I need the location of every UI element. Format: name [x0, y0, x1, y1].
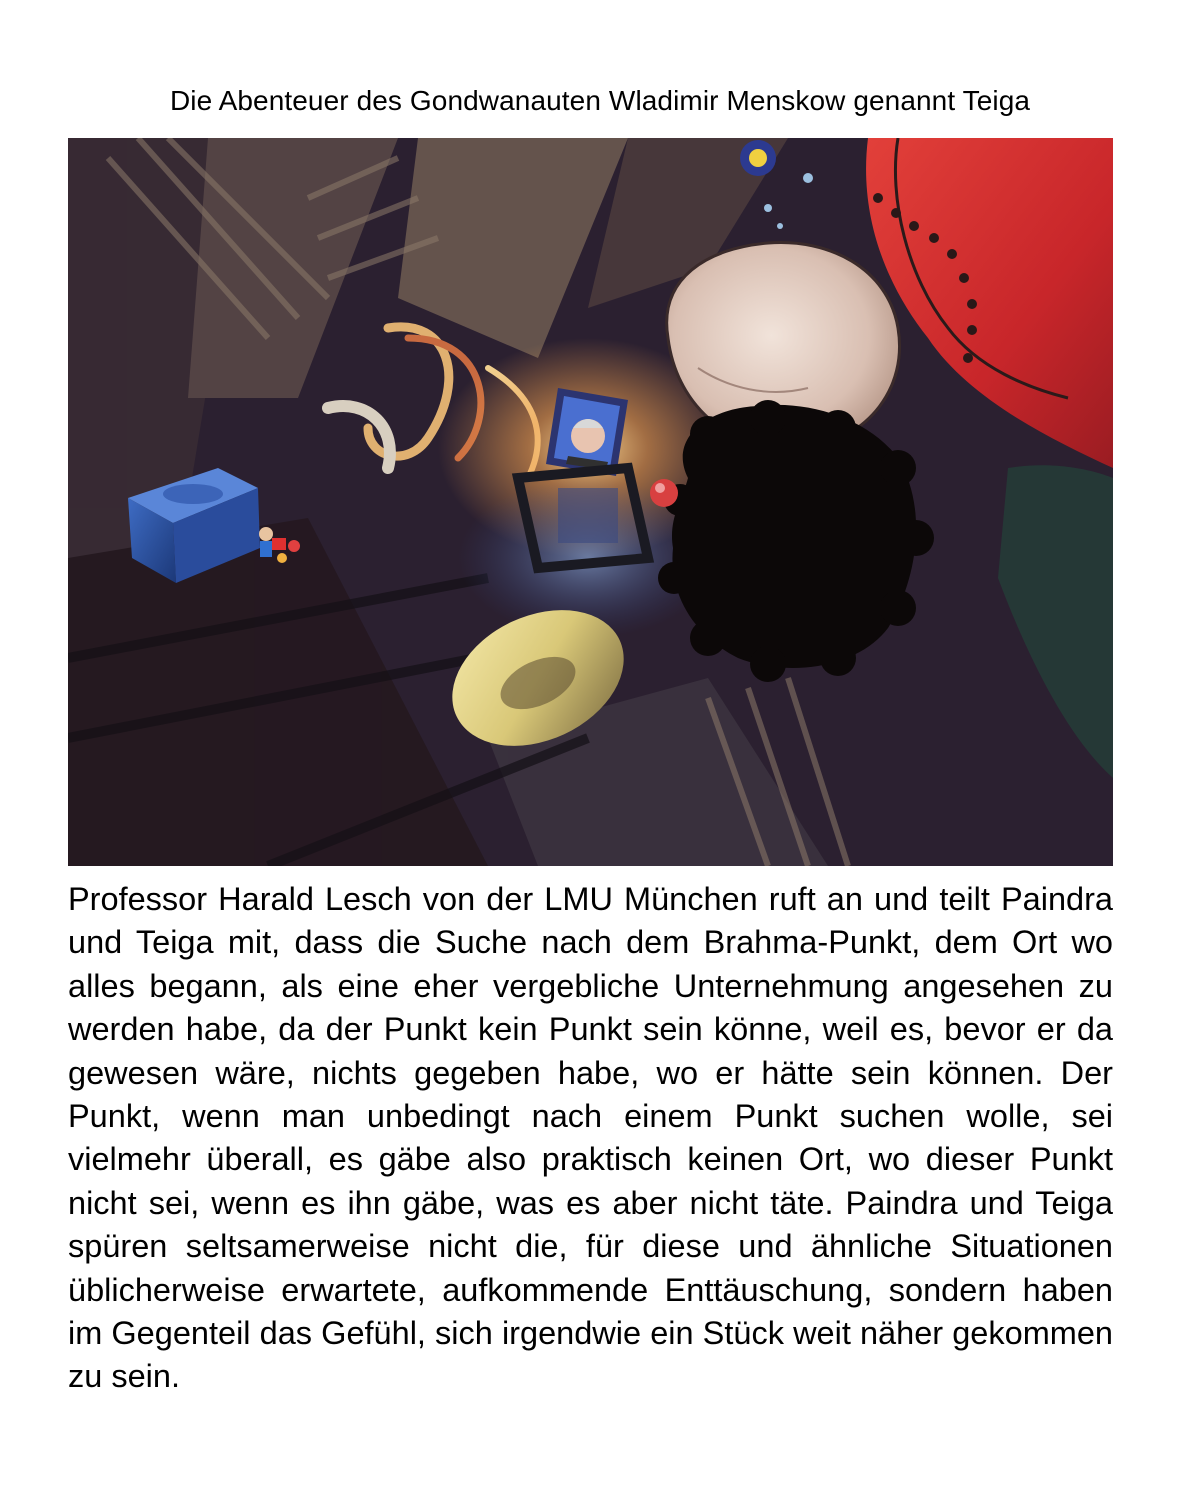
story-text: Professor Harald Lesch von der LMU München ruft an und teilt Paindra und Teiga mit, dass die Suche nach dem Brahma-Punkt, dem Ort wo alles begann, als eine eher vergebliche Unternehmung angesehen zu werden habe, da der Punkt kein Punkt sein könne, weil es, bevor er da gewesen wäre, nichts gegeben habe, wo er hätte sein können. Der Punkt, wenn man unbedingt nach einem Punkt suchen wolle, sei vielmehr überall, es gäbe also praktisch keinen Ort, wo dieser Punkt nicht sei, wenn es ihn gäbe, was es aber nicht täte. Paindra und Teiga spüren seltsamerweise nicht die, für diese und ähnliche Situationen üblicherweise erwartete, aufkommende Enttäuschung, sondern haben im Gegenteil das Gefühl, sich irgendwie ein Stück weit näher gekommen zu sein. [68, 881, 1113, 1395]
story-illustration [68, 138, 1113, 866]
illustration-artwork [68, 138, 1113, 866]
page-title: Die Abenteuer des Gondwanauten Wladimir Menskow genannt Teiga [169, 85, 1031, 116]
tablet-screen-icon [546, 388, 628, 476]
